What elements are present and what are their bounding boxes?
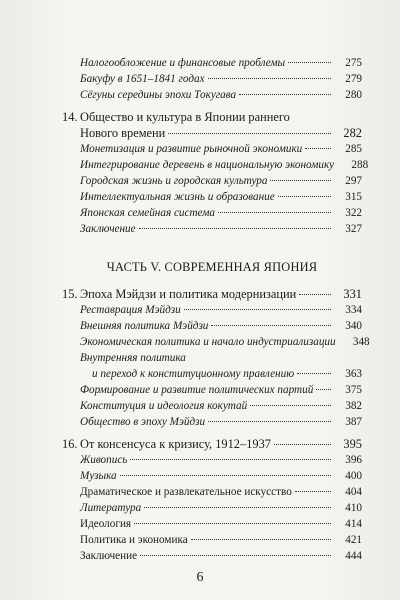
chapter-16-title: 16. От консенсуса к кризису, 1912–1937 395: [62, 437, 362, 451]
toc-entry: Заключение 327: [80, 223, 362, 235]
toc-entry: Заключение 444: [80, 550, 362, 562]
page-number: 6: [196, 570, 204, 585]
toc-entry: Налогообложение и финансовые проблемы 275: [80, 57, 362, 69]
toc-entry: Экономическая политика и начало индустриализации 348: [80, 336, 370, 348]
toc-entry: Японская семейная система 322: [80, 207, 362, 219]
toc-entry: Бакуфу в 1651–1841 годах 279: [80, 73, 362, 85]
toc-entry: Общество в эпоху Мэйдзи 387: [80, 416, 362, 428]
toc-entry: и переход к конституционному правлению 363: [92, 368, 362, 380]
toc-entry: Драматическое и развлекательное искусство 404: [80, 486, 362, 498]
toc-entry: Идеология 414: [80, 518, 362, 530]
toc-entry: Живопись 396: [80, 454, 362, 466]
chapter-14-title-cont: Нового времени 282: [80, 126, 362, 140]
part-heading: ЧАСТЬ V. СОВРЕМЕННАЯ ЯПОНИЯ: [106, 260, 318, 274]
toc-entry: Литература 410: [80, 502, 362, 514]
table-of-contents: [62, 56, 370, 565]
toc-entry: Конституция и идеология кокутай 382: [80, 400, 362, 412]
toc-entry: Внутренняя политика: [80, 352, 186, 364]
toc-entry: Политика и экономика 421: [80, 534, 362, 546]
toc-entry: Формирование и развитие политических партий 375: [80, 384, 362, 396]
toc-entry: Реставрация Мэйдзи 334: [80, 304, 362, 316]
toc-entry: Сёгуны середины эпохи Токугава 280: [80, 89, 362, 101]
toc-entry: Городская жизнь и городская культура 297: [80, 175, 362, 187]
toc-entry: Интеллектуальная жизнь и образование 315: [80, 191, 362, 203]
toc-entry: Монетизация и развитие рыночной экономики 285: [80, 143, 362, 155]
chapter-14-title: 14. Общество и культура в Японии раннего: [62, 110, 290, 124]
toc-entry: Внешняя политика Мэйдзи 340: [80, 320, 362, 332]
chapter-15-title: 15. Эпоха Мэйдзи и политика модернизации 331: [62, 287, 362, 301]
toc-entry: Интегрирование деревень в национальную экономику 288: [80, 159, 369, 171]
toc-entry: Музыка 400: [80, 470, 362, 482]
